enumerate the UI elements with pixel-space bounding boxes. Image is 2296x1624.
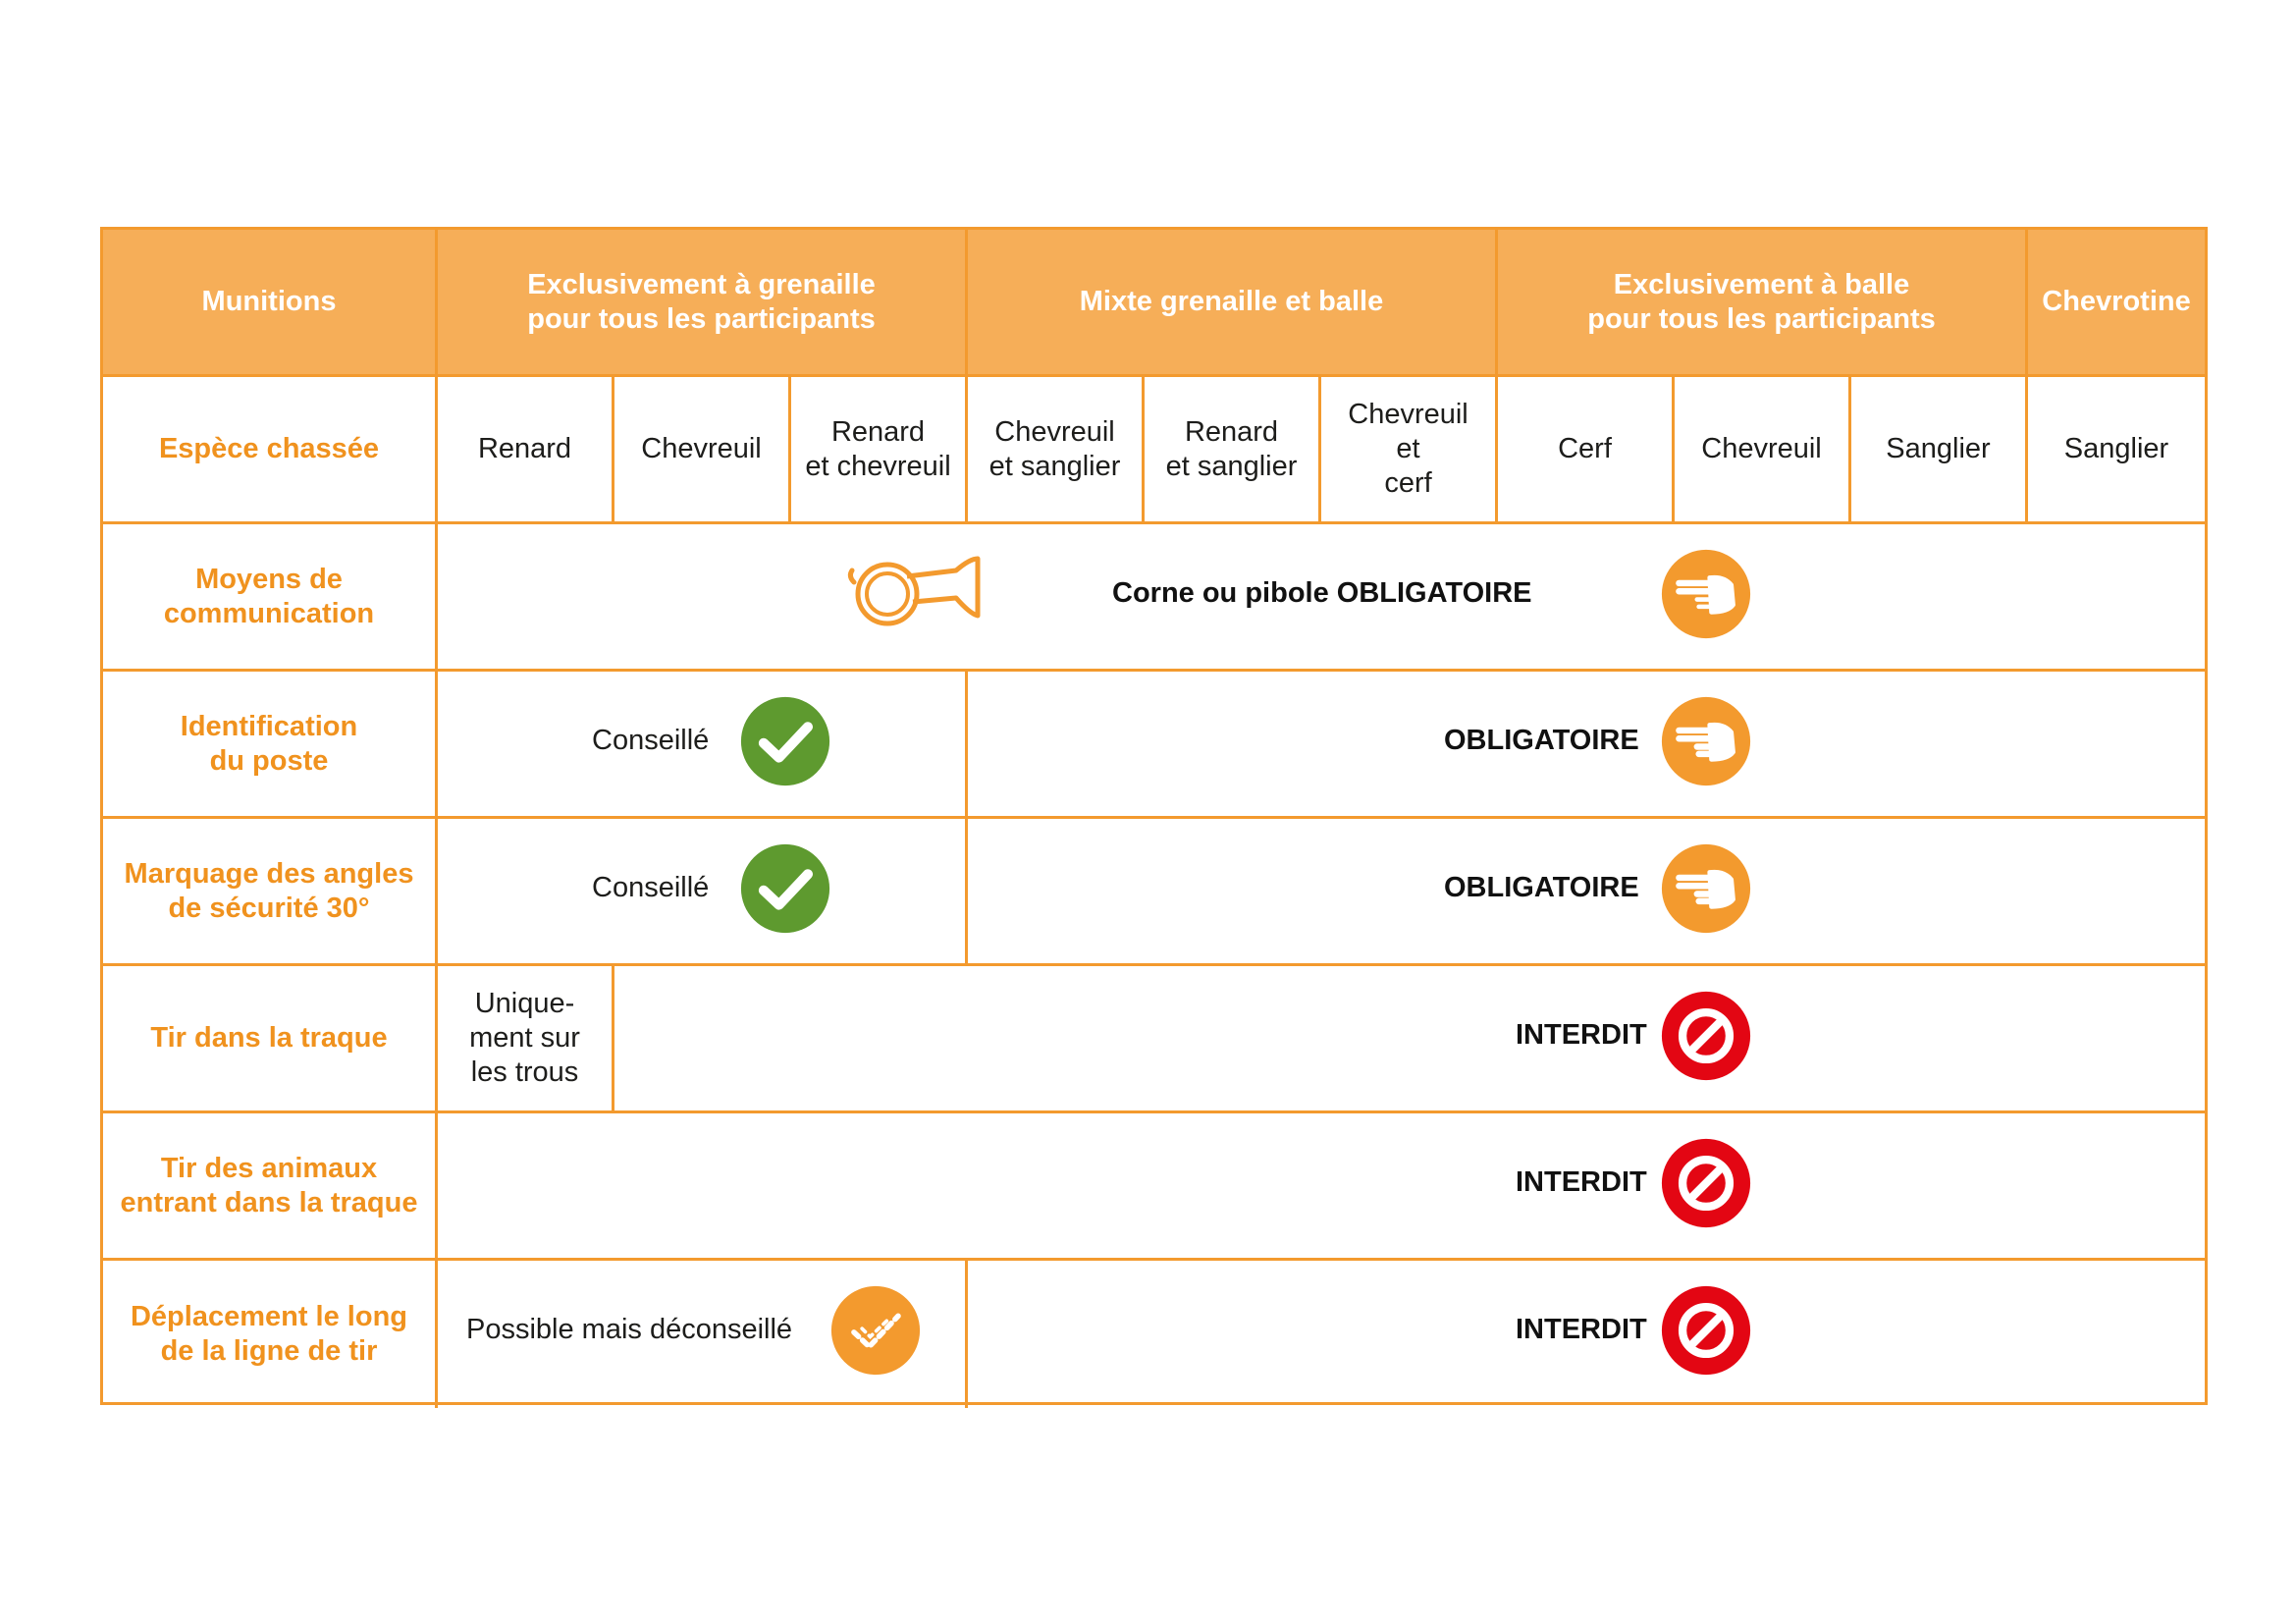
species-cell: Sanglier [1851,377,2028,524]
pointing-hand-icon [1661,696,1751,786]
row-label-deplacement: Déplacement le long de la ligne de tir [103,1261,438,1408]
check-icon [740,843,830,934]
row-label-identification: Identification du poste [103,672,438,819]
pointing-hand-icon [1661,549,1751,639]
pointing-hand-icon [1661,843,1751,934]
row-label-communication: Moyens de communication [103,524,438,672]
dashed-check-icon [830,1285,921,1376]
hunting-rules-table [100,227,2208,1405]
species-cell: Renard [438,377,614,524]
header-chevrotine: Chevrotine [2028,230,2205,377]
tir-traque-right-cell [614,966,2205,1113]
communication-text: Corne ou pibole OBLIGATOIRE [1112,577,1532,609]
tir-animaux-cell [438,1113,2205,1261]
identification-right-text: OBLIGATOIRE [1444,725,1639,756]
tir-animaux-text: INTERDIT [1516,1166,1647,1198]
species-cell: Chevreuil et sanglier [968,377,1145,524]
row-label-tir-traque: Tir dans la traque [103,966,438,1113]
identification-left-text: Conseillé [592,725,710,756]
species-cell: Chevreuil [1675,377,1851,524]
species-cell: Cerf [1498,377,1675,524]
header-munitions: Munitions [103,230,438,377]
forbidden-icon [1661,1285,1751,1376]
header-balle: Exclusivement à balle pour tous les participants [1498,230,2028,377]
species-cell: Renard et sanglier [1145,377,1321,524]
species-cell: Chevreuil et cerf [1321,377,1498,524]
deplacement-right-text: INTERDIT [1516,1314,1647,1345]
header-grenaille: Exclusivement à grenaille pour tous les participants [438,230,968,377]
row-label-espece: Espèce chassée [103,377,438,524]
tir-traque-right-text: INTERDIT [1516,1019,1647,1051]
forbidden-icon [1661,991,1751,1081]
deplacement-left-text: Possible mais déconseillé [466,1314,793,1345]
hunting-horn-icon [846,553,984,631]
species-cell: Renard et chevreuil [791,377,968,524]
row-label-tir-animaux: Tir des animaux entrant dans la traque [103,1113,438,1261]
check-icon [740,696,830,786]
marquage-right-text: OBLIGATOIRE [1444,872,1639,903]
species-cell: Sanglier [2028,377,2205,524]
species-cell: Chevreuil [614,377,791,524]
marquage-left-text: Conseillé [592,872,710,903]
tir-traque-left-cell: Unique- ment sur les trous [438,966,614,1113]
header-mixte: Mixte grenaille et balle [968,230,1498,377]
row-label-marquage: Marquage des angles de sécurité 30° [103,819,438,966]
forbidden-icon [1661,1138,1751,1228]
